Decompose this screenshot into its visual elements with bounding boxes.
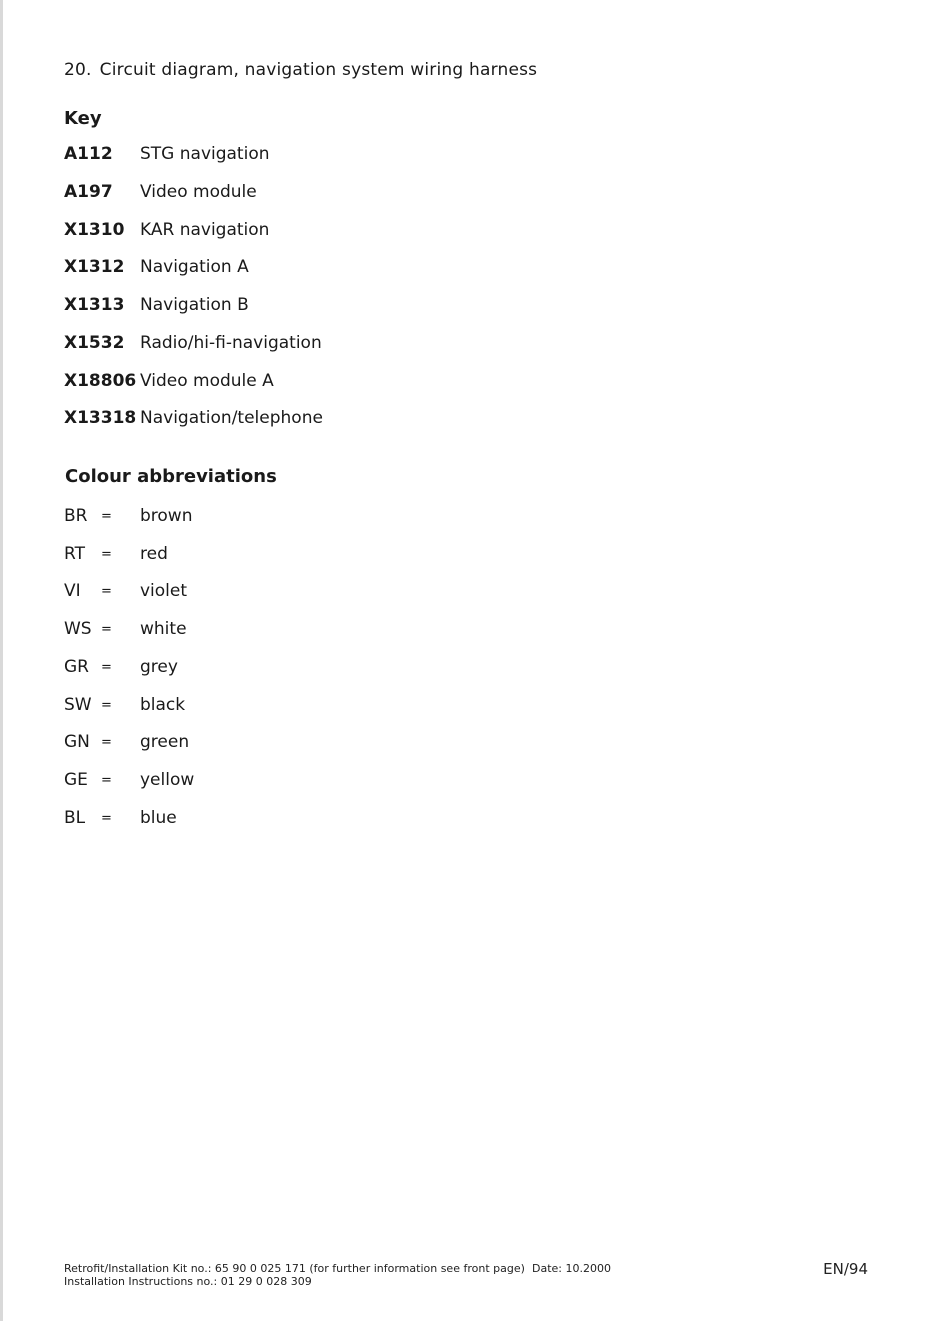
colour-name: violet (140, 581, 188, 601)
colour-abbr: VI (64, 581, 81, 601)
key-description: KAR navigation (140, 220, 270, 240)
colour-name: white (140, 619, 187, 639)
key-code: X18806 (64, 371, 137, 391)
key-code: X1310 (64, 220, 125, 240)
equals-sign: = (101, 698, 112, 713)
kit-number: Retrofit/Installation Kit no.: 65 90 0 025 171 (for further information see front page) (64, 1262, 525, 1275)
page-footer (64, 1262, 870, 1288)
equals-sign: = (101, 811, 112, 826)
colour-name: blue (140, 808, 177, 828)
colour-name: black (140, 695, 186, 715)
equals-sign: = (101, 547, 112, 562)
colour-name: grey (140, 657, 178, 677)
key-code: A112 (64, 144, 113, 164)
colour-abbreviations-heading: Colour abbreviations (65, 466, 277, 487)
colour-abbr: SW (64, 695, 92, 715)
key-code: X1312 (64, 257, 125, 277)
colour-name: yellow (140, 770, 195, 790)
key-description: Video module A (140, 371, 274, 391)
key-description: Navigation A (140, 257, 249, 277)
key-code: X13318 (64, 408, 137, 428)
equals-sign: = (101, 735, 112, 750)
footer-date: Date: 10.2000 (532, 1262, 611, 1275)
section-title-text: Circuit diagram, navigation system wiring harness (99, 60, 538, 80)
equals-sign: = (101, 509, 112, 524)
key-code: X1313 (64, 295, 125, 315)
key-description: Navigation B (140, 295, 249, 315)
key-description: Navigation/telephone (140, 408, 323, 428)
colour-abbr: GN (64, 732, 90, 752)
colour-name: red (140, 544, 168, 564)
section-title (64, 60, 537, 80)
section-number: 20. (64, 60, 92, 80)
key-code: A197 (64, 182, 113, 202)
key-description: Video module (140, 182, 257, 202)
colour-abbr: RT (64, 544, 85, 564)
key-description: Radio/hi-fi-navigation (140, 333, 322, 353)
colour-abbr: GR (64, 657, 89, 677)
colour-abbr: BR (64, 506, 88, 526)
equals-sign: = (101, 660, 112, 675)
colour-abbr: BL (64, 808, 86, 828)
key-description: STG navigation (140, 144, 270, 164)
equals-sign: = (101, 773, 112, 788)
colour-abbr: WS (64, 619, 92, 639)
colour-name: green (140, 732, 190, 752)
instructions-number: Installation Instructions no.: 01 29 0 028 309 (64, 1275, 312, 1288)
key-heading: Key (64, 108, 102, 129)
page-edge (0, 0, 3, 1321)
equals-sign: = (101, 622, 112, 637)
equals-sign: = (101, 584, 112, 599)
key-code: X1532 (64, 333, 125, 353)
colour-name: brown (140, 506, 193, 526)
colour-abbr: GE (64, 770, 88, 790)
page-number: EN/94 (823, 1260, 868, 1278)
